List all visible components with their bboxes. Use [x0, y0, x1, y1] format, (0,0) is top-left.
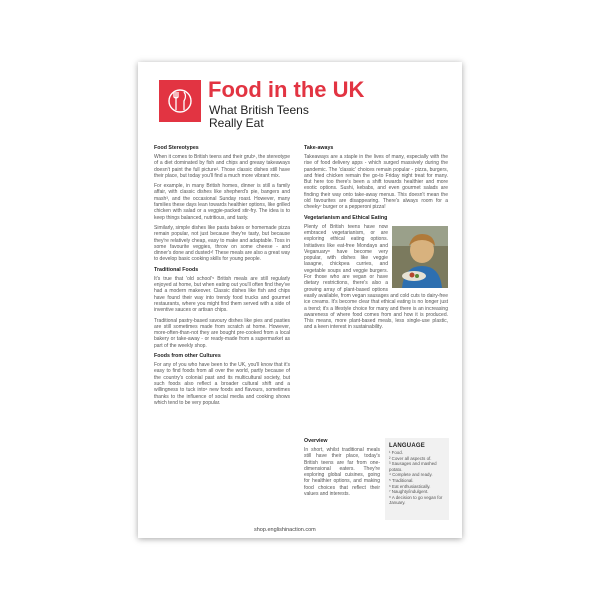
glossary-item: ⁷ Naughty/indulgent.	[389, 489, 429, 495]
right-column	[304, 144, 448, 335]
section-heading: Vegetarianism and Ethical Eating	[304, 214, 388, 221]
page-subtitle: What British Teens Really Eat	[209, 103, 309, 130]
paragraph: When it comes to British teens and their grub¹, the stereotype of a diet dominated by fish and chips and greasy takeaways doesn't paint the full picture². Those classic dishes still have their place, but today you'll find a much more vibrant mix.	[154, 154, 290, 179]
section-heading: Food Stereotypes	[154, 145, 199, 151]
glossary-item: ⁵ Traditional.	[389, 477, 414, 483]
page-title: Food in the UK	[208, 77, 365, 102]
paragraph: Similarly, simple dishes like pasta bakes or homemade pizza remain popular, not just because they're tasty, but because they're relatively cheap, easy to make and adaptable. Toss in some favourite veggies, throw on some cheese - and dinner's done and dusted⁴! These meals are also a great way to develop basic cooking skills for young people.	[154, 224, 290, 263]
paragraph: Traditional pastry-based savoury dishes like pies and pasties are still sometimes made from scratch at home. However, more-often-than-not they are bought pre-cooked from a local bakery or take-away - or ready-made from a supermarket as part of the weekly shop.	[154, 317, 290, 349]
paragraph: Takeaways are a staple in the lives of many, especially with the rise of food delivery apps - which surged massively during the pandemic. The 'classic' choices remain popular - pizza, burgers, and fried chicken remain the go-to Friday night treat for many. But here too there's been a shift towards healthier and more exotic options. Sushi, kebabs, and even gourmet salads are finding their way onto take-away menus. This doesn't mean the old favourites are disappearing. There's always room for a cheeky⁷ burger or a pepperoni pizza!	[304, 154, 448, 211]
paragraph: In short, whilst traditional meals still have their place, today's British teens are far from one-dimensional eaters. They're exploring global cuisines, going for healthier options, and making food choices that reflect their values and interests.	[304, 447, 380, 498]
knife-fork-plate-icon	[159, 80, 201, 122]
left-column	[154, 144, 290, 410]
glossary-item: ³ Sausages and mashed potato.	[389, 461, 437, 472]
section-heading: Traditional Foods	[154, 266, 199, 273]
section-heading: Foods from other Cultures	[154, 353, 221, 360]
paragraph: Plenty of British teens have now embraced vegetarianism, or are exploring ethical eating options. Initiatives like eat-free Mondays and Veganuary⁸ have become very popular, with dishes like veggie lasagne, chickpea curries, and vegetable soups and veggie burgers. For those who are vegan or have dietary restrictions, there's also a growing array of plant-based options easily available, from vegan sausages and cold cuts to dairy-free ice creams. It's become clear that ethical eating is no longer just a trend; it's a lifestyle choice for many and there is an increasing awareness of where food comes from and how it is produced. This means, more plant-based meals, less single-use plastic, and a keen interest in sustainability.	[304, 223, 448, 331]
overview-section	[304, 438, 380, 497]
glossary-item: ⁶ Eat enthusiastically.	[389, 483, 431, 489]
glossary-item: ⁸ A decision to go vegan for January.	[389, 494, 443, 506]
section-heading: Overview	[304, 438, 328, 444]
footer-url[interactable]: shop.englishinaction.com	[254, 527, 316, 533]
glossary-item: ⁴ Complete and ready.	[389, 472, 433, 478]
paragraph: It's true that 'old school'⁵ British meals are still regularly enjoyed at home, but when eating out you'll often find they've had a modern makeover. Classic dishes like fish and chips have found their way into trendy food trucks and gourmet restaurants, where you might find them served with a side of inventive sauces or artisan chips.	[154, 275, 290, 314]
paragraph: For example, in many British homes, dinner is still a family affair, with classic dishes like shepherd's pie, bangers and mash³, and the occasional Sunday roast. However, many families these days lean towards healthier options, like grilled chicken with salad or a veggie-packed stir-fry. The idea is to keep things balanced, nutritious, and tasty.	[154, 183, 290, 221]
glossary-item: ² Cover all aspects of.	[389, 455, 432, 461]
glossary-item: ¹ Food.	[389, 450, 403, 455]
glossary-heading: LANGUAGE	[389, 443, 425, 449]
section-heading: Take-aways	[304, 145, 334, 151]
magazine-page	[138, 62, 462, 538]
paragraph: For any of you who have been to the UK, you'll know that it's easy to find foods from all over the world, partly because of the country's colonial past and its multicultural society, but such foods also reflect a broader cultural shift and a willingness to tuck into⁶ new foods and flavours, sometimes thanks to the influence of social media and cooking shows which tend to be very popular.	[154, 362, 290, 406]
language-glossary	[385, 438, 449, 520]
teen-eating-photo	[392, 226, 448, 288]
